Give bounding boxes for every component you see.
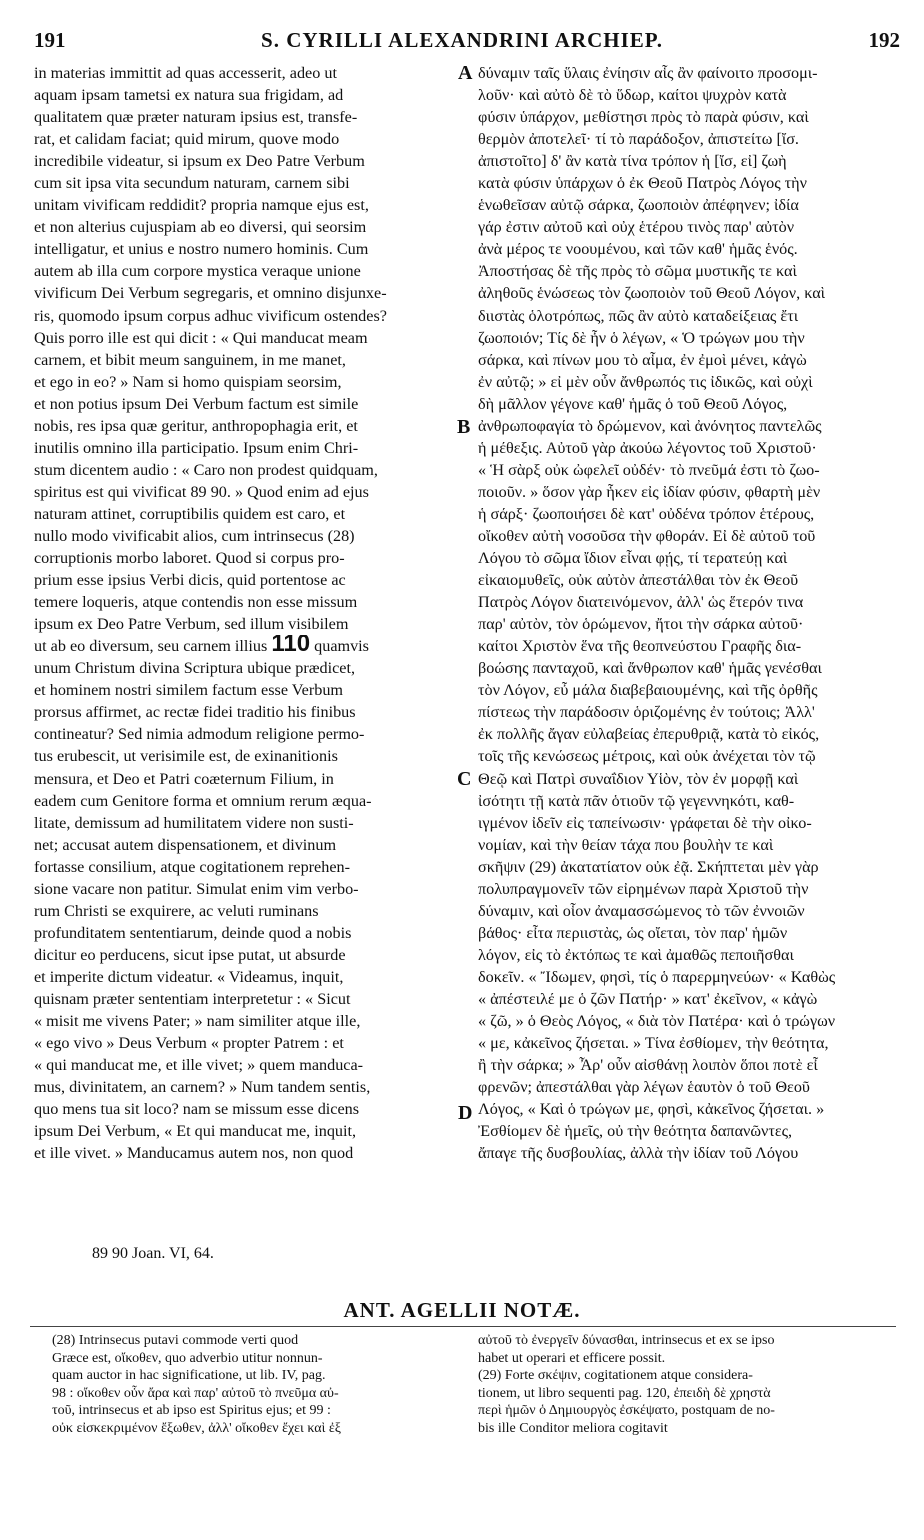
latin-text-line: dicitur eo perducens, sicut ipse putat, ut absurde (34, 945, 346, 964)
greek-text-line: νομίαν, καὶ τὴν θείαν τάχα που βουλὴν τε καὶ (478, 835, 774, 854)
greek-text-line: ἡ μέθεξις. Αὐτοῦ γὰρ ἀκούω λέγοντος τοῦ Χριστοῦ· (478, 438, 817, 457)
note-line: οὐκ εἰσκεκριμένον ἔξωθεν, ἀλλ' οἴκοθεν ἔχει καὶ ἐξ (52, 1420, 341, 1436)
greek-text-line: Θεῷ καὶ Πατρὶ συναΐδιον Υἱὸν, τὸν ἐν μορφῇ καὶ (478, 769, 799, 788)
latin-text-line: nobis, res ipsa quæ geritur, anthropophagia erit, et (34, 416, 358, 435)
latin-text-line: cum sit ipsa vita secundum naturam, carnem sibi (34, 174, 350, 193)
notes-heading: ANT. AGELLII NOTÆ. (343, 1298, 581, 1322)
greek-text-line: ἀνθρωποφαγία τὸ δρώμενον, καὶ ἀνόνητος παντελῶς (478, 416, 822, 435)
note-line: (29) Forte σκέψιν, cogitationem atque considera- (478, 1368, 753, 1383)
note-line: bis ille Conditor meliora cogitavit (478, 1420, 668, 1436)
latin-text-line: stum dicentem audio : « Caro non prodest quidquam, (34, 460, 378, 479)
latin-text-line: ut ab eo diversum, seu carnem illius 110 quamvis (34, 635, 454, 657)
greek-text-line: Λόγου τὸ σῶμα ἴδιον εἶναι φῄς, τί τερατεύῃ καὶ (478, 549, 788, 568)
latin-text-line: quisnam præter sententiam interpretetur : « Sicut (34, 989, 351, 1008)
latin-text-line: nullo modo vivificabit alios, cum intrinsecus (28) (34, 526, 355, 545)
latin-text-line: eadem cum Genitore forma et omnium rerum æqua- (34, 791, 372, 810)
latin-text-line: « misit me vivens Pater; » nam similiter atque ille, (34, 1012, 361, 1031)
greek-text-line: δύναμιν ταῖς ὕλαις ἐνίησιν αἷς ἂν φαίνοιτο προσομι- (478, 64, 818, 82)
latin-text-line: fortasse consilium, atque cogitationem reprehen- (34, 857, 350, 876)
greek-text-line: ἑνωθεῖσαν αὐτῷ σάρκα, ζωοποιὸν ἀπέφηνεν; ἰδία (478, 196, 799, 215)
greek-text-line: « Ἡ σὰρξ οὐκ ὠφελεῖ οὐδέν· τὸ πνεῦμά ἐστι τὸ ζωο- (478, 460, 820, 479)
latin-text-line: sione vacare non patitur. Simulat enim vim verbo- (34, 879, 359, 898)
greek-text-line: τοῖς τῆς κενώσεως μέτροις, καὶ οὐκ ἀνέχεται τὸν τῷ (478, 747, 816, 766)
note-line: περὶ ἡμῶν ὁ Δημιουργὸς ἐσκέψατο, postquam de no- (478, 1403, 775, 1418)
greek-text-line: κατὰ φύσιν ὑπάρχων ὁ ἐκ Θεοῦ Πατρὸς Λόγος τὴν (478, 174, 807, 193)
greek-text-line: καίτοι Χριστὸν ἕνα τῆς θεοπνεύστου Γραφῆς δια- (478, 637, 802, 656)
latin-text-line: profunditatem sententiarum, deinde quod a nobis (34, 923, 352, 942)
latin-text-line: litate, demissum ad humilitatem videre non susti- (34, 813, 354, 832)
latin-text-line: mus, divinitatem, an carnem? » Num tandem sentis, (34, 1078, 371, 1097)
latin-text-line: Quis porro ille est qui dicit : « Qui manducat meam (34, 328, 368, 347)
greek-text-line: γάρ ἐστιν αὐτοῦ καὶ οὐχ ἑτέρου τινὸς παρ' αὐτὸν (478, 218, 795, 237)
greek-text-line: ἀπιστοῖτο] δ' ἂν κατὰ τίνα τρόπον ἡ [ἴσ, εἰ] ζωὴ (478, 152, 787, 171)
greek-text-line: βάθος· εἶτα περιιστὰς, ὡς οἴεται, τὸν παρ' ἡμῶν (478, 923, 788, 942)
latin-text-line: inutilis omnino illa participatio. Ipsum enim Chri- (34, 438, 359, 457)
greek-text-line: ἢ τὴν σάρκα; » Ἆρ' οὖν αἰσθάνῃ λοιπὸν ὅποι ποτὲ εἶ (478, 1056, 818, 1075)
latin-text-line: ipsum ex Deo Patre Verbum, sed illum visibilem (34, 615, 349, 634)
latin-text-line: rum Christi se exquirere, ac veluti ruminans (34, 901, 319, 920)
note-line: Græce est, οἴκοθεν, quo adverbio utitur nonnun- (52, 1350, 323, 1366)
latin-text-line: et ego in eo? » Nam si homo quispiam seorsim, (34, 372, 342, 391)
footnote: 89 90 Joan. VI, 64. (92, 1245, 214, 1262)
margin-letter-c: C (457, 768, 472, 790)
greek-text-line: εἰκαιομυθεῖς, οὐκ αὐτὸν ἀπεστάλθαι τὸν ἐκ Θεοῦ (478, 571, 799, 590)
page-number-left: 191 (34, 28, 66, 52)
margin-letter-a: A (458, 62, 473, 84)
latin-text-line: et ille vivet. » Manducamus autem nos, non quod (34, 1144, 354, 1163)
greek-text-line: τὸν Λόγον, εὖ μάλα διαβεβαιουμένης, καὶ τῆς ὀρθῆς (478, 681, 818, 700)
latin-text-line: ipsum Dei Verbum, « Et qui manducat me, inquit, (34, 1122, 357, 1141)
greek-text-line: ἀληθοῦς ἑνώσεως τὸν ζωοποιὸν τοῦ Θεοῦ Λόγον, καὶ (478, 284, 826, 303)
greek-text-line: Λόγος, « Καὶ ὁ τρώγων με, φησὶ, κἀκεῖνος ζήσεται. » (478, 1100, 825, 1119)
greek-text-line: « με, κἀκεῖνος ζήσεται. » Τίνα ἐσθίομεν, τὴν θεότητα, (478, 1034, 829, 1053)
latin-text-line: net; accusat autem dispensationem, et divinum (34, 835, 337, 854)
greek-text-line: διιστὰς ὁλοτρόπως, πῶς ἂν αὐτὸ καταδείξειας ἔτι (478, 306, 799, 325)
greek-text-line: φύσιν ὑπάρχον, μεθίστησι πρὸς τὸ παρὰ φύσιν, καὶ (478, 108, 809, 127)
latin-text-line: quo mens tua sit loco? nam se missum esse dicens (34, 1100, 360, 1119)
note-line: τοῦ, intrinsecus et ab ipso est Spiritus ejus; et 99 : (52, 1403, 331, 1418)
greek-text-line: « ζῶ, » ὁ Θεὸς Λόγος, « διὰ τὸν Πατέρα· καὶ ὁ τρώγων (478, 1012, 836, 1031)
greek-text-line: δύναμιν, καὶ οἷον ἀναμασσώμενος τὸ τῶν ἐννοιῶν (478, 901, 805, 920)
greek-text-line: ἐκ πολλῆς ἄγαν εὐλαβείας ἐπερυθριᾷ, κατὰ τὸ εἰκός, (478, 725, 820, 744)
margin-letter-b: B (457, 416, 471, 438)
latin-text-line: et hominem nostri similem factum esse Verbum (34, 681, 344, 700)
latin-text-line: ris, quomodo ipsum corpus adhuc vivificum ostendes? (34, 306, 387, 325)
greek-text-line: λόγον, εἰς τὸ ἐκτόπως τε καὶ ἀμαθῶς πεποιῆσθαι (478, 945, 794, 964)
note-line: αὐτοῦ τὸ ἐνεργεῖν δύνασθαι, intrinsecus et ex se ipso (478, 1333, 775, 1348)
greek-text-line: ἀνὰ μέρος τε νοουμένου, καὶ τῶν καθ' ἡμᾶς ἑνός. (478, 240, 798, 259)
greek-text-line: « ἀπέστειλέ με ὁ ζῶν Πατήρ· » κατ' ἐκεῖνον, « κἀγὼ (478, 989, 818, 1008)
greek-text-line: οἴκοθεν αὐτὴ νοσοῦσα τὴν φθοράν. Εἰ δὲ αὐτοῦ τοῦ (478, 526, 816, 545)
greek-text-line: Πατρὸς Λόγον διατεινόμενον, ἀλλ' ὡς ἕτερόν τινα (478, 593, 804, 612)
greek-text-line: ἐν αὐτῷ; » εἰ μὲν οὖν ἄνθρωπός τις ἰδικῶς, καὶ οὐχὶ (478, 372, 813, 391)
latin-text-line: mensura, et Deo et Patri coæternum Filium, in (34, 769, 334, 788)
latin-text-line: unitam vivificam reddidit? propria namque ejus est, (34, 196, 369, 215)
greek-text-line: ζωοποιόν; Τίς δὲ ἦν ὁ λέγων, « Ὁ τρώγων μου τὴν (478, 328, 805, 347)
note-line: habet ut operari et efficere possit. (478, 1350, 666, 1366)
greek-text-line: Ἐσθίομεν δὲ ἡμεῖς, οὐ τὴν θεότητα δαπανῶντες, (478, 1122, 793, 1141)
latin-column (34, 62, 454, 1164)
latin-text-line: spiritus est qui vivificat 89 90. » Quod enim ad ejus (34, 482, 369, 501)
latin-text-line: aquam ipsam tametsi ex natura sua frigidam, ad (34, 86, 344, 105)
running-header (0, 28, 924, 58)
latin-text-line: autem ab illa cum corpore mystica veraque unione (34, 262, 361, 281)
latin-text-line: et non alterius cujuspiam ab eo diversi, qui seorsim (34, 218, 367, 237)
greek-text-line: ιγμένον ἰδεῖν εἰς ταπείνωσιν· γράφεται δὲ τὴν οἰκο- (478, 813, 812, 832)
latin-text-line: temere loqueris, atque contendis non esse missum (34, 593, 358, 612)
greek-text-line: θερμὸν ἀποτελεῖ· τί τὸ παράδοξον, ἀπιστείτω [ἴσ. (478, 130, 799, 149)
greek-text-line: παρ' αὐτὸν, τὸν ὁρώμενον, ἤτοι τὴν σάρκα αὐτοῦ· (478, 615, 804, 634)
latin-text-line: qualitatem quæ præter naturam ipsius est, transfe- (34, 108, 358, 127)
note-line: quam auctor in hac significatione, ut lib. IV, pag. (52, 1368, 326, 1383)
latin-text-line: corruptionis morbo laboret. Quod si corpus pro- (34, 549, 345, 568)
notes-right-column (478, 1332, 896, 1437)
greek-text-line: φρενῶν; ἀπεστάλθαι γὰρ λέγων ἑαυτὸν ὁ τοῦ Θεοῦ (478, 1078, 810, 1097)
running-title: S. CYRILLI ALEXANDRINI ARCHIEP. (261, 28, 663, 52)
greek-column (478, 62, 896, 1164)
notes-rule (30, 1326, 896, 1327)
greek-text-line: ποιοῦν. » ὅσον γὰρ ἧκεν εἰς ἰδίαν φύσιν, φθαρτὴ μὲν (478, 482, 821, 501)
latin-text-line: prorsus affirmet, ac rectæ fidei traditio his finibus (34, 703, 356, 722)
latin-text-line: et imperite dictum videatur. « Videamus, inquit, (34, 967, 344, 986)
greek-text-line: ἡ σάρξ· ζωοποιήσει δὲ κατ' οὐδένα τρόπον ἑτέρους, (478, 504, 815, 523)
greek-text-line: σάρκα, καὶ πίνων μου τὸ αἷμα, ἐν ἐμοὶ μένει, κἀγὼ (478, 350, 807, 369)
margin-letter-d: D (458, 1102, 473, 1124)
greek-text-line: ἰσότητι τῇ κατὰ πᾶν ὁτιοῦν τῷ γεγεννηκότι, καθ- (478, 791, 795, 810)
note-line: (28) Intrinsecus putavi commode verti quod (52, 1333, 299, 1348)
latin-text-line: tus erubescit, ut verisimile est, de exinanitionis (34, 747, 338, 766)
latin-text-line: in materias immittit ad quas accesserit, adeo ut (34, 64, 337, 82)
latin-text-line: « qui manducat me, et ille vivet; » quem manduca- (34, 1056, 364, 1075)
latin-text-line: carnem, et bibit meum sanguinem, in me manet, (34, 350, 346, 369)
greek-text-line: πολυπραγμονεῖν τῶν εἰρημένων παρὰ Χριστοῦ τὴν (478, 879, 809, 898)
greek-text-line: σκῆψιν (29) ἀκατατίατον οὐκ ἐᾷ. Σκήπτεται μὲν γὰρ (478, 857, 819, 876)
greek-text-line: λοῦν· καὶ αὐτὸ δὲ τὸ ὕδωρ, καίτοι ψυχρὸν κατὰ (478, 86, 787, 105)
note-line: tionem, ut libro sequenti pag. 120, ἐπειδὴ δὲ χρηστὰ (478, 1385, 771, 1401)
greek-text-line: βοώσης πανταχοῦ, καὶ ἄνθρωπον καθ' ἡμᾶς γενέσθαι (478, 659, 822, 678)
greek-text-line: ἄπαγε τῆς δυσβουλίας, ἀλλὰ τὴν ἰδίαν τοῦ Λόγου (478, 1144, 799, 1163)
greek-text-line: Ἀποστήσας δὲ τῆς πρὸς τὸ σῶμα μυστικῆς τε καὶ (478, 262, 797, 281)
latin-text-line: contineatur? Sed nimia admodum religione permo- (34, 725, 365, 744)
page-number-right: 192 (868, 28, 900, 52)
latin-text-line: rat, et calidam faciat; quid mirum, quove modo (34, 130, 340, 149)
latin-text-line: incredibile videatur, si ipsum ex Deo Patre Verbum (34, 152, 365, 171)
greek-text-line: δοκεῖν. « Ἴδωμεν, φησὶ, τίς ὁ παρερμηνεύων· « Καθὼς (478, 967, 836, 986)
latin-text-line: « ego vivo » Deus Verbum « propter Patrem : et (34, 1034, 344, 1053)
note-line: 98 : οἴκοθεν οὖν ἄρα καὶ παρ' αὐτοῦ τὸ πνεῦμα αὐ- (52, 1385, 339, 1401)
latin-text-line: vivificum Dei Verbum segregaris, et omnino disjunxe- (34, 284, 387, 303)
latin-text-line: unum Christum divina Scriptura ubique prædicet, (34, 659, 356, 678)
latin-text-line: intelligatur, et unius e nostro numero hominis. Cum (34, 240, 369, 259)
greek-text-line: πίστεως τὴν παράδοσιν ὁριζομένης ἐν τούτοις; Ἀλλ' (478, 703, 815, 722)
notes-left-column (52, 1332, 457, 1437)
greek-text-line: δὴ μᾶλλον γέγονε καθ' ἡμᾶς ὁ τοῦ Θεοῦ Λόγος, (478, 394, 788, 413)
latin-text-line: naturam attinet, corruptibilis quidem est caro, et (34, 504, 346, 523)
latin-text-line: prium esse ipsius Verbi dicis, quid portentose ac (34, 571, 346, 590)
column-number-marker: 110 (271, 635, 311, 658)
latin-text-line: et non potius ipsum Dei Verbum factum est simile (34, 394, 359, 413)
